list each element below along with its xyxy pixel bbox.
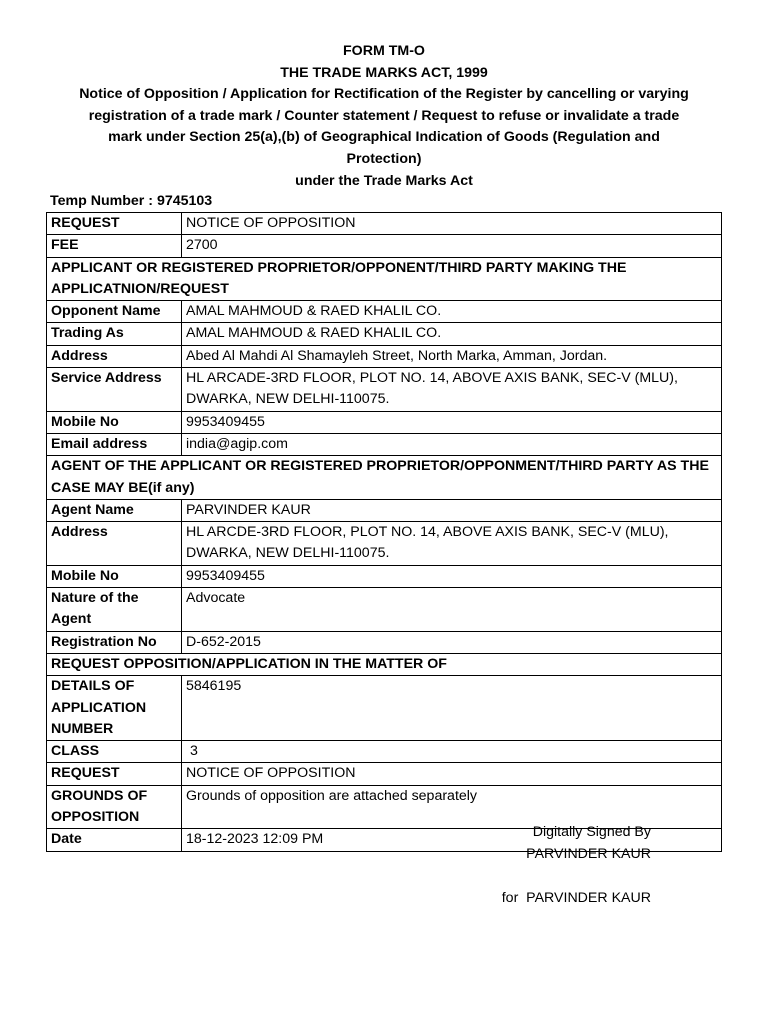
nature-agent-label: Nature of the Agent bbox=[47, 588, 182, 632]
matter-section-heading: REQUEST OPPOSITION/APPLICATION IN THE MATTER OF bbox=[47, 653, 722, 675]
agent-mobile-value: 9953409455 bbox=[182, 565, 722, 587]
form-number: FORM TM-O bbox=[343, 43, 425, 59]
application-number-label: DETAILS OF APPLICATION NUMBER bbox=[47, 676, 182, 741]
agent-section-heading: AGENT OF THE APPLICANT OR REGISTERED PROPRIETOR/OPPONMENT/THIRD PARTY AS THE CASE MAY BE(if any) bbox=[47, 456, 722, 500]
opponent-name-value: AMAL MAHMOUD & RAED KHALIL CO. bbox=[182, 301, 722, 323]
table-row bbox=[47, 368, 722, 412]
table-row bbox=[47, 565, 722, 587]
temp-number: Temp Number : 9745103 bbox=[50, 193, 213, 209]
agent-mobile-label: Mobile No bbox=[47, 565, 182, 587]
nature-agent-value: Advocate bbox=[182, 588, 722, 632]
table-row bbox=[47, 653, 722, 675]
agent-address-label: Address bbox=[47, 522, 182, 566]
digitally-signed-label: Digitally Signed By bbox=[532, 824, 651, 840]
grounds-value: Grounds of opposition are attached separately bbox=[182, 785, 722, 829]
table-row bbox=[47, 213, 722, 235]
opponent-name-label: Opponent Name bbox=[47, 301, 182, 323]
table-row bbox=[47, 763, 722, 785]
date-value: 18-12-2023 12:09 PM bbox=[182, 829, 722, 851]
class-label: CLASS bbox=[47, 741, 182, 763]
table-row bbox=[47, 433, 722, 455]
registration-no-label: Registration No bbox=[47, 631, 182, 653]
fee-label: FEE bbox=[47, 235, 182, 257]
table-row bbox=[47, 522, 722, 566]
signer-name: PARVINDER KAUR bbox=[526, 846, 651, 862]
email-label: Email address bbox=[47, 433, 182, 455]
agent-address-value: HL ARCDE-3RD FLOOR, PLOT NO. 14, ABOVE AXIS BANK, SEC-V (MLU), DWARKA, NEW DELHI-110075. bbox=[182, 522, 722, 566]
signed-for-line: for PARVINDER KAUR bbox=[501, 890, 651, 906]
table-row bbox=[47, 411, 722, 433]
registration-no-value: D-652-2015 bbox=[182, 631, 722, 653]
table-row bbox=[47, 631, 722, 653]
service-address-value: HL ARCADE-3RD FLOOR, PLOT NO. 14, ABOVE AXIS BANK, SEC-V (MLU), DWARKA, NEW DELHI-110075. bbox=[182, 368, 722, 412]
form-table bbox=[46, 212, 722, 852]
grounds-label: GROUNDS OF OPPOSITION bbox=[47, 785, 182, 829]
agent-name-label: Agent Name bbox=[47, 499, 182, 521]
form-description-line-4: Protection) bbox=[346, 150, 422, 167]
address-label: Address bbox=[47, 345, 182, 367]
request-value: NOTICE OF OPPOSITION bbox=[182, 213, 722, 235]
service-address-label: Service Address bbox=[47, 368, 182, 412]
table-row bbox=[47, 499, 722, 521]
date-label: Date bbox=[47, 829, 182, 851]
agent-name-value: PARVINDER KAUR bbox=[182, 499, 722, 521]
table-row bbox=[47, 323, 722, 345]
address-value: Abed Al Mahdi Al Shamayleh Street, North Marka, Amman, Jordan. bbox=[182, 345, 722, 367]
table-row bbox=[47, 301, 722, 323]
fee-value: 2700 bbox=[182, 235, 722, 257]
table-row bbox=[47, 741, 722, 763]
request2-label: REQUEST bbox=[47, 763, 182, 785]
table-row bbox=[47, 588, 722, 632]
application-number-value: 5846195 bbox=[182, 676, 722, 741]
under-act-line: under the Trade Marks Act bbox=[295, 172, 473, 189]
form-description-line-3: mark under Section 25(a),(b) of Geographical Indication of Goods (Regulation and bbox=[108, 129, 660, 146]
request-label: REQUEST bbox=[47, 213, 182, 235]
form-header bbox=[40, 41, 728, 192]
email-value: india@agip.com bbox=[182, 433, 722, 455]
table-row bbox=[47, 456, 722, 500]
table-row bbox=[47, 257, 722, 301]
mobile-no-label: Mobile No bbox=[47, 411, 182, 433]
table-row bbox=[47, 235, 722, 257]
form-description-line-2: registration of a trade mark / Counter statement / Request to refuse or invalidate a trade bbox=[88, 107, 680, 124]
mobile-no-value: 9953409455 bbox=[182, 411, 722, 433]
table-row bbox=[47, 676, 722, 741]
applicant-section-heading: APPLICANT OR REGISTERED PROPRIETOR/OPPONENT/THIRD PARTY MAKING THE APPLICATNION/REQUEST bbox=[47, 257, 722, 301]
act-title: THE TRADE MARKS ACT, 1999 bbox=[280, 64, 488, 81]
class-value: 3 bbox=[182, 741, 722, 763]
trading-as-label: Trading As bbox=[47, 323, 182, 345]
form-description-line-1: Notice of Opposition / Application for Rectification of the Register by cancelling or varying bbox=[79, 86, 689, 103]
request2-value: NOTICE OF OPPOSITION bbox=[182, 763, 722, 785]
trading-as-value: AMAL MAHMOUD & RAED KHALIL CO. bbox=[182, 323, 722, 345]
table-row bbox=[47, 345, 722, 367]
